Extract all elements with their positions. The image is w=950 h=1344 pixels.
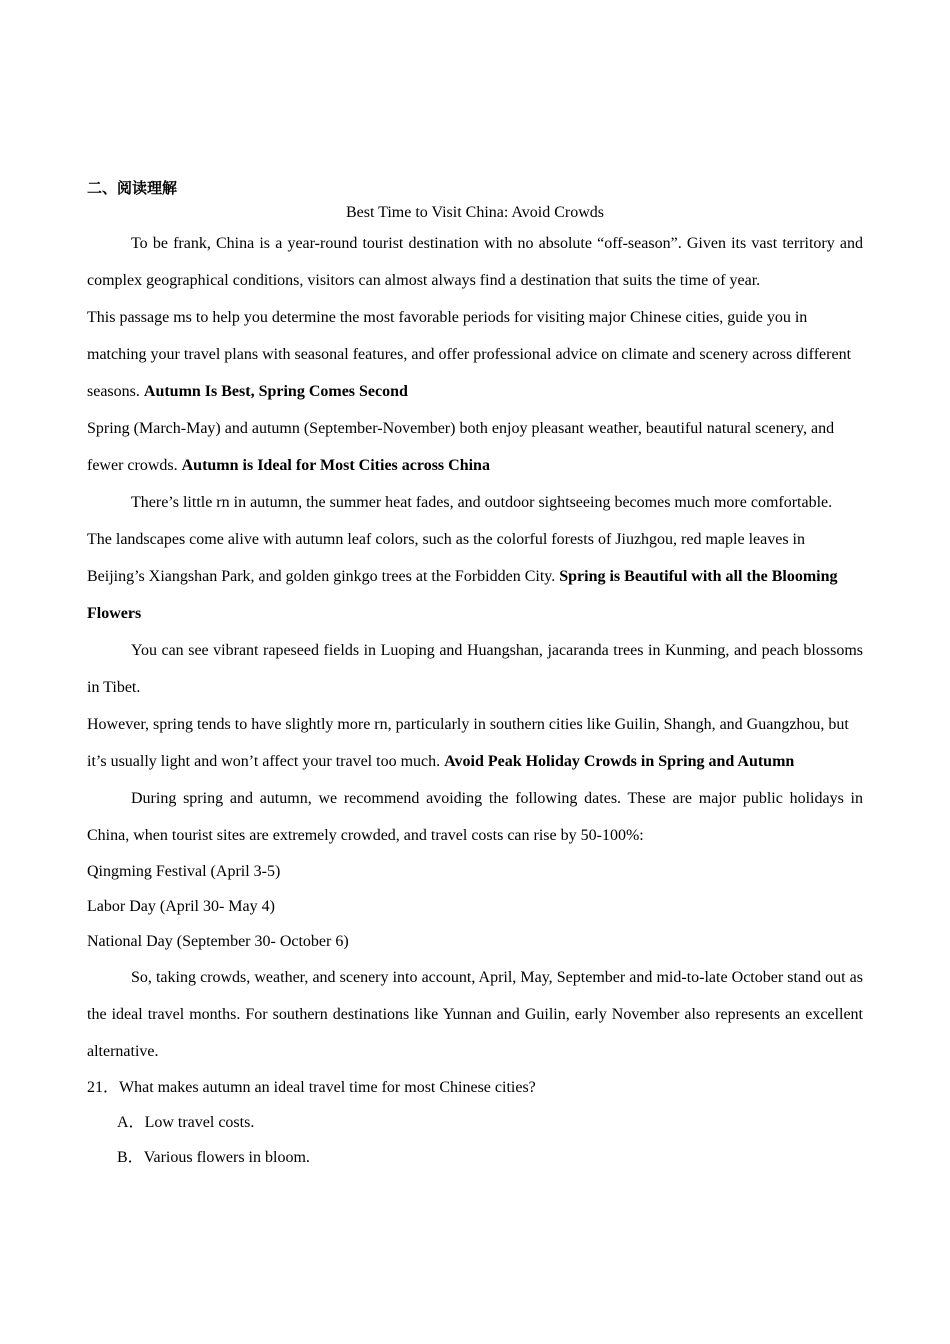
document-page: [87, 177, 863, 1175]
subheading-autumn-ideal: Autumn is Ideal for Most Cities across China: [181, 457, 490, 474]
paragraph-text: This passage ms to help you determine the most favorable periods for visiting major Chinese cities, guide you in matching your travel plans with seasonal features, and offer professional advice on climate and scenery across different seasons.: [87, 309, 852, 400]
question-21: [87, 1070, 863, 1105]
paragraph-text: However, spring tends to have slightly more rn, particularly in southern cities like Guilin, Shangh, and Guangzhou, but it’s usually light and won’t affect your travel too much.: [87, 716, 849, 770]
paragraph-intro: [87, 225, 863, 299]
passage-title: Best Time to Visit China: Avoid Crowds: [345, 204, 605, 221]
option-text: Low travel costs.: [144, 1114, 255, 1131]
question-number: 21．: [87, 1079, 120, 1096]
paragraph-text: During spring and autumn, we recommend avoiding the following dates. These are major public holidays in China, when tourist sites are extremely crowded, and travel costs can rise by 50-100%:: [87, 790, 863, 844]
paragraph-text: So, taking crowds, weather, and scenery into account, April, May, September and mid-to-late October stand out as the ideal travel months. For southern destinations like Yunnan and Guilin, early November also represents an excellent alternative.: [87, 969, 863, 1060]
subheading-spring-flowers: Spring is Beautiful with all the Blooming Flowers: [87, 568, 838, 622]
paragraph-text: The landscapes come alive with autumn leaf colors, such as the colorful forests of Jiuzhgou, red maple leaves in Beijing’s Xiangshan Park, and golden ginkgo trees at the Forbidden City.: [87, 531, 805, 585]
section-heading: 二、阅读理解: [87, 179, 178, 197]
subheading-avoid-crowds: Avoid Peak Holiday Crowds in Spring and Autumn: [444, 753, 795, 770]
paragraph-purpose: [87, 299, 863, 410]
option-b[interactable]: [117, 1140, 863, 1175]
option-label: B．: [117, 1149, 144, 1166]
paragraph-autumn-landscapes: [87, 521, 863, 632]
holiday-item: National Day (September 30- October 6): [87, 933, 349, 950]
paragraph-text: Spring (March-May) and autumn (September-November) both enjoy pleasant weather, beautiful natural scenery, and fewer crowds.: [87, 420, 835, 474]
paragraph-text: To be frank, China is a year-round tourist destination with no absolute “off-season”. Given its vast territory and complex geographical conditions, visitors can almost always find a destination that suits the time of year.: [87, 235, 863, 289]
paragraph-holidays-intro: [87, 780, 863, 854]
paragraph-seasons: [87, 410, 863, 484]
paragraph-spring-flowers: [87, 632, 863, 706]
option-label: A．: [117, 1114, 145, 1131]
subheading-autumn-best: Autumn Is Best, Spring Comes Second: [143, 383, 408, 400]
paragraph-autumn-weather: [87, 484, 863, 521]
paragraph-text: There’s little rn in autumn, the summer heat fades, and outdoor sightseeing becomes much more comfortable.: [131, 494, 833, 511]
paragraph-spring-rain: [87, 706, 863, 780]
holiday-item: Qingming Festival (April 3-5): [87, 863, 281, 880]
holiday-item: Labor Day (April 30- May 4): [87, 898, 275, 915]
paragraph-conclusion: [87, 959, 863, 1070]
option-text: Various flowers in bloom.: [143, 1149, 310, 1166]
paragraph-text: You can see vibrant rapeseed fields in Luoping and Huangshan, jacaranda trees in Kunming, and peach blossoms in Tibet.: [87, 642, 863, 696]
question-text: What makes autumn an ideal travel time for most Chinese cities?: [119, 1079, 536, 1096]
option-a[interactable]: [117, 1105, 863, 1140]
